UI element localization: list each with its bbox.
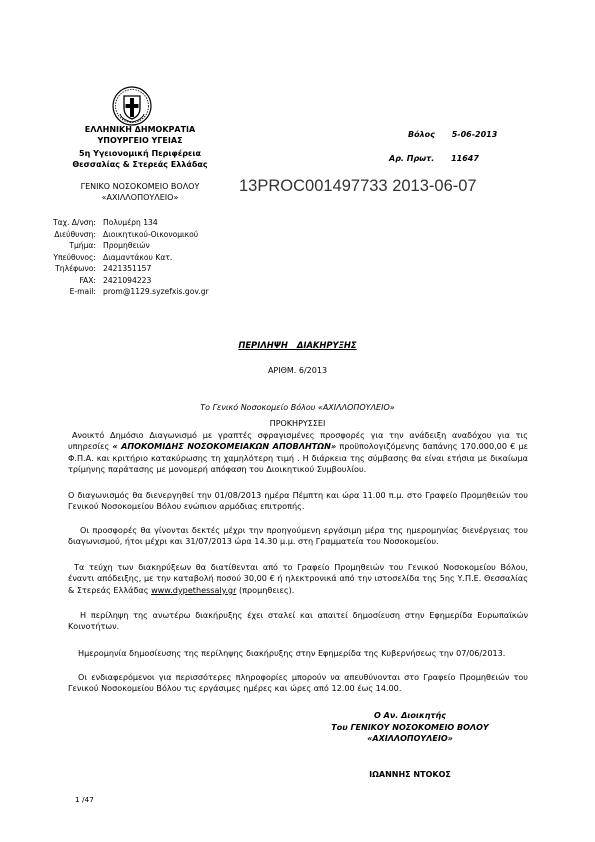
announcement-number: ΑΡΙΘΜ. 6/2013 [267, 366, 328, 375]
website-link[interactable]: www.dypethessaly.gr [151, 584, 237, 595]
hospital-subname: «ΑΧΙΛΛΟΠΟΥΛΕΙΟ» [101, 193, 179, 202]
signature-block [320, 710, 500, 745]
place-label: Βόλος [408, 130, 435, 139]
paragraph-info: Οι ενδιαφερόμενοι για περισσότερες πληροφορίες μπορούν να απευθύνονται στο Γραφείο Προμηθειών του Γενικού Νοσοκομείου Βόλου τις εργάσιμες ημέρες και ώρες από 12.00 έως 14.00. [68, 672, 528, 694]
signatory-org-name: «ΑΧΙΛΛΟΠΟΥΛΕΙΟ» [367, 734, 453, 743]
registry-stamp: 13PROC001497733 2013-06-07 [239, 177, 477, 195]
hospital-name: ΓΕΝΙΚΟ ΝΟΣΟΚΟΜΕΙΟ ΒΟΛΟΥ [80, 182, 200, 191]
paragraph-documents: Τα τεύχη των διακηρύξεων θα διατίθενται από το Γραφείο Προμηθειών του Γενικού Νοσοκομείου Βόλου, έναντι απόδειξης, με την καταβολή ποσού 30,00 € ή ηλεκτρονικά από την ιστοσελίδα της 5ης Υ.Π.Ε. Θεσσαλίας & Στερεάς Ελλάδας www.dypethessaly.gr (προμηθειες). [68, 562, 528, 595]
announces-heading: ΠΡΟΚΗΡΥΣΣΕΙ [269, 419, 326, 428]
protocol-number: 11647 [451, 154, 479, 163]
issuer-line: Το Γενικό Νοσοκομείο Βόλου «ΑΧΙΛΛΟΠΟΥΛΕΙΟ» [200, 403, 395, 412]
paragraph-tender: Ανοικτό Δημόσιο Διαγωνισμό με γραπτές σφραγισμένες προσφορές για την ανάδειξη αναδόχου για τις υπηρεσίες « ΑΠΟΚΟΜΙΔΗΣ ΝΟΣΟΚΟΜΕΙΑΚΩΝ ΑΠΟΒΛΗΤΩΝ» προϋπολογιζόμενης δαπάνης 170.000,00 € με Φ.Π.Α. και κριτήριο κατακύρωσης τη χαμηλότερη τιμή . Η διάρκεια της σύμβασης θα είναι ετήσια με δικαίωμα τρίμηνης παράτασης με μονομερή απόφαση του Διοικητικού Συμβουλίου. [68, 430, 529, 475]
service-name: « ΑΠΟΚΟΜΙΔΗΣ ΝΟΣΟΚΟΜΕΙΑΚΩΝ ΑΠΟΒΛΗΤΩΝ» [112, 441, 337, 452]
paragraph-offers: Οι προσφορές θα γίνονται δεκτές μέχρι την προηγούμενη εργάσιμη μέρα της ημερομηνίας διενέργειας του διαγωνισμού, ήτοι μέχρι και 31/07/2013 ώρα 14.30 μ.μ. στη Γραμματεία του Νοσοκομείου. [68, 525, 528, 547]
page-number: 1 /47 [75, 795, 94, 804]
document-date: 5-06-2013 [451, 130, 498, 139]
place-date [408, 130, 497, 139]
hospital-header [60, 181, 220, 203]
region-line-2: Θεσσαλίας & Στερεάς Ελλάδας [72, 159, 208, 169]
signatory-role: Ο Αν. Διοικητής [374, 711, 446, 720]
ministry-name: ΥΠΟΥΡΓΕΙΟ ΥΓΕΙΑΣ [97, 135, 183, 145]
paragraph-date: Ο διαγωνισμός θα διενεργηθεί την 01/08/2013 ημέρα Πέμπτη και ώρα 11.00 π.μ. στο Γραφείο Προμηθειών του Γενικού Νοσοκομείου Βόλου ενώπιον αρμόδιας επιτροπής. [68, 490, 528, 512]
issuer-header [60, 125, 220, 170]
signatory-name: ΙΩΑΝΝΗΣ ΝΤΟΚΟΣ [369, 770, 451, 779]
protocol-label: Αρ. Πρωτ. [389, 154, 435, 163]
greek-emblem-icon [112, 86, 152, 126]
contact-table: Ταχ. Δ/νση: Πολυμέρη 134 Διεύθυνση: Διοικητικού-Οικονομικού Τμήμα: Προμηθειών Υπεύθυνος: Διαμαντάκου Κατ. Τηλέφωνο: 2421351157 FAX: 2421094223 E-mail: prom@1129.syzefxis.gov.gr [52, 218, 209, 296]
protocol [389, 154, 479, 163]
paragraph-eu-publication: Η περίληψη της ανωτέρω διακήρυξης έχει σταλεί και απαιτεί δημοσίευση στην Εφημερίδα Ευρωπαϊκών Κοινοτήτων. [68, 610, 528, 632]
document-title: ΠΕΡΙΛΗΨΗ ΔΙΑΚΗΡΥΞΗΣ [238, 340, 357, 350]
region-line-1: 5η Υγειονομική Περιφέρεια [79, 149, 201, 158]
paragraph-gazette: Ημερομηνία δημοσίευσης της περίληψης διακήρυξης στην Εφημερίδα της Κυβερνήσεως την 07/06/2013. [78, 648, 506, 658]
signatory-org: Του ΓΕΝΙΚΟΥ ΝΟΣΟΚΟΜΕΙΟ ΒΟΛΟΥ [331, 722, 489, 732]
republic-name: ΕΛΛΗΝΙΚΗ ΔΗΜΟΚΡΑΤΙΑ [84, 125, 196, 134]
